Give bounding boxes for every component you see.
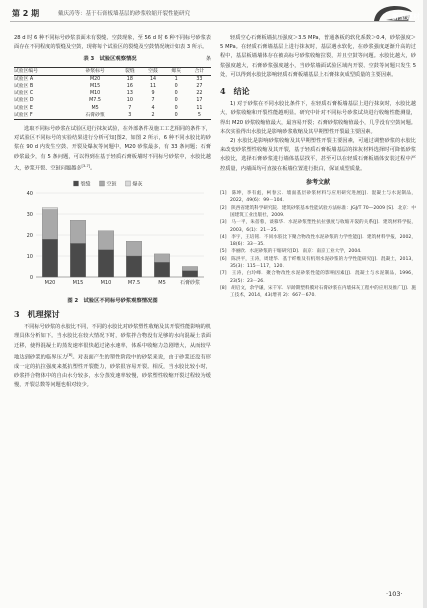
- table-cell: 11: [149, 84, 157, 90]
- x-tick-label: M15: [72, 279, 84, 286]
- observation-table: [14, 67, 211, 120]
- table-cell: 3: [128, 112, 132, 118]
- table-cell: 试验区 F: [14, 112, 33, 118]
- table-cell: 试验区 B: [14, 84, 34, 90]
- table-header-cell: 砂浆标号: [85, 68, 105, 74]
- citation: [8]: [67, 352, 73, 357]
- y-tick-label: 0: [29, 274, 33, 281]
- x-tick-label: M7.5: [127, 279, 141, 286]
- table-cell: 9: [151, 91, 155, 97]
- table-cell: 11: [196, 105, 203, 111]
- left-paragraph-1: 28 d 时 6 种不同标号砂浆表面未有裂缝、空鼓现象，至 56 d 时 6 种不同标号砂浆表面存在不同程度的裂缝及空鼓，现将每个试验区的裂缝及空鼓情况统计如表 3 所示。: [14, 35, 211, 51]
- table-cell: 7: [128, 105, 132, 111]
- table-cell: 0: [174, 112, 178, 118]
- y-tick-label: 40: [26, 190, 33, 197]
- reference-item: [6] 陈洪平，王涛，周建华．基于纤维及有机剂水泥砂浆的力学性能研究[J]．混凝土，2013，35(3)：115－117，120．: [220, 256, 416, 270]
- table-row: [14, 105, 211, 112]
- bar-segment: [126, 241, 141, 256]
- table-header-cell: 试验区编号: [14, 68, 38, 74]
- right-column: [220, 34, 416, 300]
- reference-item: [7] 王涛，白玲峰．聚合物改性水泥砂浆性能的影响因素[J]．混凝土与水泥制品，1996，23(5)：23－26．: [220, 271, 416, 284]
- bar-segment: [70, 243, 85, 277]
- references-title: 参考文献: [305, 178, 330, 186]
- section-3-heading: [14, 310, 211, 319]
- citation: [3-7]: [81, 163, 91, 168]
- table-header-row: [14, 67, 211, 75]
- table-cell: M7.5: [89, 98, 101, 104]
- left-paragraph-3-end: 。对表面产生的塑性阶段中的砂浆来说，由于砂浆还没有形成一定的抗拉强度来抵抗塑性开裂能力，砂浆很容易开裂。相反，当水胶比较小时，砂浆拌合物体中的自由水分较多，水分蒸发速率较慢，砂浆塑性收缩开裂过程较为缓慢，开裂总数等问题也相对较少。: [14, 354, 211, 389]
- table-cell: 27: [196, 84, 203, 90]
- left-paragraph-3-text: 不同标号砂浆的水胶比不同，不同的水胶比对砂浆塑性收缩及其开裂性能影响的机理具体分析如下。当水胶比在较大情况下时，砂浆拌合物没有足够的水向混凝土表面迁移，使得混凝土的蒸发速率很快超过泌水速率，体系中收缩力急剧增大，从而较早地达到砂浆的临界压力: [14, 324, 211, 361]
- issue-number: 第 2 期: [12, 9, 40, 18]
- left-paragraph-3: [14, 323, 211, 390]
- bar-segment: [98, 231, 113, 250]
- header-rule: [10, 21, 415, 22]
- table-cell: 14: [149, 76, 157, 82]
- table-cell: 0: [174, 84, 178, 90]
- table-cell: 试验区 E: [14, 105, 33, 111]
- table-row: [14, 97, 211, 104]
- bar-segment: [182, 270, 197, 276]
- table-header-cell: 合计: [194, 68, 205, 74]
- table-unit: 条: [205, 56, 211, 63]
- table-cell: M10: [89, 91, 101, 97]
- table-cell: 0: [174, 91, 178, 97]
- section-title: 机理探讨: [27, 308, 60, 319]
- y-tick-label: 20: [26, 232, 33, 239]
- section-title: 结论: [233, 86, 250, 97]
- table-cell: 17: [196, 98, 203, 104]
- x-tick-label: M20: [44, 279, 56, 286]
- y-tick-label: 30: [26, 211, 33, 218]
- y-tick-label: 10: [26, 253, 33, 260]
- table-header-cell: 裂缝: [125, 68, 135, 74]
- table-cell: 0: [174, 98, 178, 104]
- bar-segment: [42, 239, 57, 277]
- legend-swatch: [126, 181, 131, 186]
- x-tick-label: M5: [158, 279, 166, 286]
- legend-swatch: [74, 181, 79, 186]
- table-cell: 16: [126, 84, 133, 90]
- table-cell: M20: [89, 76, 101, 82]
- page-edge-bar: [423, 0, 427, 608]
- reference-item: [5] 李丽欣．水泥砂浆的干缩研究[D]．南京：南京工业大学，2004．: [220, 249, 365, 255]
- logo-text: 新型建材: [392, 13, 420, 21]
- table-caption: 表 3 试验区观察情况: [83, 56, 137, 63]
- bar-segment: [42, 207, 57, 209]
- legend-swatch: [100, 181, 105, 186]
- table-cell: 33: [196, 76, 203, 82]
- stacked-bar-chart: [14, 177, 211, 295]
- table-cell: 7: [151, 98, 155, 104]
- table-cell: M15: [89, 84, 101, 90]
- legend-label: 裂缝: [80, 181, 91, 188]
- table-row: [14, 83, 211, 90]
- table-cell: 18: [126, 76, 133, 82]
- table-cell: 5: [197, 112, 201, 118]
- table-row: [14, 90, 211, 97]
- table-row: [14, 112, 211, 120]
- bar-segment: [154, 254, 169, 262]
- table-cell: 0: [174, 105, 178, 111]
- table-cell: 1: [174, 76, 178, 82]
- left-column: [14, 34, 211, 390]
- table-cell: 试验区 C: [14, 91, 34, 97]
- legend-label: 空鼓: [106, 181, 117, 188]
- bar-segment: [154, 262, 169, 277]
- left-paragraph-2-end: 。: [90, 165, 96, 172]
- reference-item: [4] 李宇，王培铭．不同水胶比下聚合物改性水泥砂浆的力学性能[J]．建筑材料学报，2002，18(6)：33－35．: [220, 234, 416, 248]
- table-cell: 4: [151, 105, 155, 111]
- table-header-cell: 空鼓: [148, 68, 158, 74]
- table-cell: M5: [91, 105, 99, 111]
- bar-segment: [98, 249, 113, 276]
- left-paragraph-2-text: 选取不同标号砂浆在试验区进行抹灰试验，在外部条件及施工工艺相同的条件下，对试验区不同标号的实验结果进行分析可知[图2，如图 2 所示，6 种不同水胶比的砂浆在 90 d 内发生空鼓、开裂及爆灰等问题中，M20 砂浆最多，有 33 条问题；石膏砂浆最少，有 5 条问题，可以得到在基于轻质石膏板墙时不同标号砂浆中，水胶比越大，砂浆开裂、空鼓问题越多: [14, 126, 211, 172]
- x-tick-label: M10: [100, 279, 112, 286]
- reference-item: [2] 陕西省建筑科学研究院．建筑砂浆基本性能试验方法标准：JGJ/T 70—2009 [S]．北京：中国建筑工业出版社，2009．: [220, 205, 416, 218]
- conclusion-2: 2) 水胶比是影响砂浆收缩及其早期塑性开裂主要因素，可通过调整砂浆的水胶比来改变砂浆塑性收缩及其开裂，基于轻质石膏板墙基层的抹灰材料选择时可降低砂浆水胶比，选择石膏砂浆进行墙体基层找平，甚至可以在轻质石膏板墙体安装过程中严控质量，内墙面均可直接在板墙位置进行批白，保证成型质量。: [220, 138, 416, 172]
- bar-segment: [126, 256, 141, 277]
- bar-segment: [42, 210, 57, 239]
- page-number: ·103·: [386, 590, 403, 598]
- table-cell: 13: [126, 91, 133, 97]
- table-row: [14, 75, 211, 83]
- section-4-heading: [220, 87, 416, 96]
- right-paragraph-1: 轻质空心石膏板墙抗压强度＞3.5 MPa，普通条板的软化系数＞0.4，砂浆强度＞5 MPa。在轻质石膏墙基层上进行抹灰时，基层遇水软化，在砂浆强度逐渐升高的过程中，基层板墙墙体存在被高标号砂浆收缩拉裂，并且空鼓等问题。水胶比越大，砂浆强度越大，石膏砂浆强度越小，当砂浆墙面试验区域内开裂、空鼓等问题只发生 5 处，可以得到水胶比影响轻质石膏板墙基层上石膏抹灰成型质量的主要因素。: [220, 35, 416, 78]
- table-cell: 石膏砂浆: [85, 112, 105, 118]
- running-title: 戴庆涛等：基于石膏板墙基层的砂浆收缩开裂性能研究: [58, 11, 191, 17]
- bar-segment: [70, 220, 85, 243]
- table-header-cell: 爆灰: [171, 68, 181, 74]
- reference-item: [3] 马一平，朱蓓蓉，谈慕华．水泥砂浆塑性抗拉强度与收缩开裂的关系[J]．建筑材料学报，2003，6(1)：21－25．: [220, 220, 416, 233]
- figure-caption: 图 2 试验区不同标号砂浆观察情况图: [67, 297, 158, 304]
- table-cell: 22: [196, 91, 203, 97]
- x-tick-label: 石膏砂浆: [179, 279, 201, 286]
- left-paragraph-2: [14, 125, 211, 174]
- section-number: 4: [220, 86, 226, 97]
- table-cell: 试验区 A: [14, 76, 34, 82]
- page-header: [0, 0, 427, 30]
- table-cell: 10: [126, 98, 133, 104]
- bar-segment: [182, 266, 197, 270]
- legend-label: 爆灰: [132, 181, 143, 188]
- table-cell: 2: [151, 112, 155, 118]
- reference-item: [8] 胡启文，余学谦，宋千军．早龄期塑料膜对石膏砂浆在内墙抹灰工程中的应用及推广[J]．施工技术，2014，43(增刊 2)：667－670．: [220, 285, 416, 299]
- section-number: 3: [14, 308, 20, 319]
- reference-item: [1] 陈坤，李有彪，柯春云．墙面基层砂浆材料与应用研究进展[J]．混凝土与水泥制品，2022，49(6)：99－104．: [220, 191, 416, 204]
- conclusion-1: 1) 对于砂浆在不同水胶比条件下，在轻质石膏板墙基层上进行抹灰时，水胶比越大，砂浆收缩和开裂性能越明显。研究中针对不同标号砂浆试块进行收缩性能测量，得出 M20 砂浆收缩值最大，最容易开裂；石膏砂浆收缩值最小，几乎没有空鼓问题。本次实验得出水胶比是影响砂浆收缩及其早期塑性开裂最主要因素。: [220, 101, 416, 135]
- table-cell: 试验区 D: [14, 98, 34, 104]
